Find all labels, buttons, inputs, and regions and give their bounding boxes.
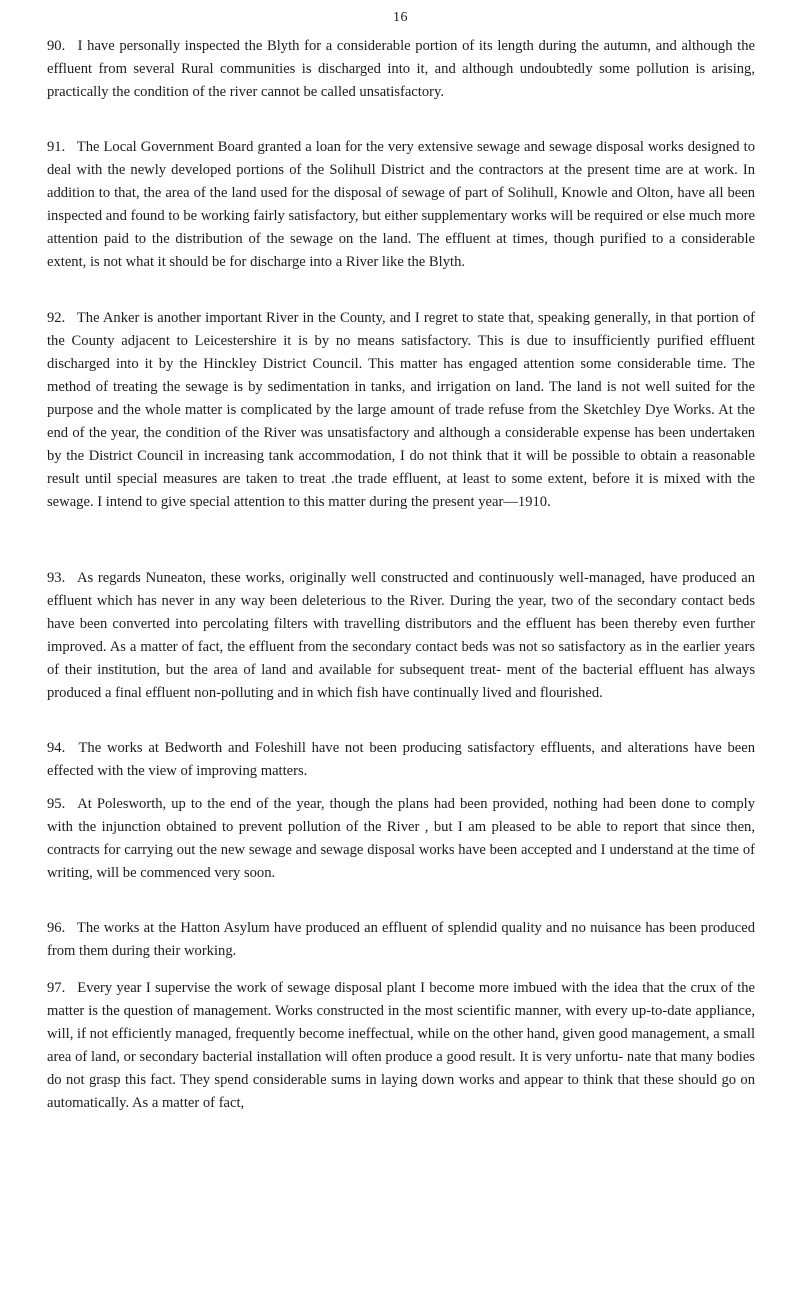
paragraph-number: 97. bbox=[47, 980, 66, 996]
paragraph-number: 90. bbox=[47, 38, 66, 54]
paragraph-number: 92. bbox=[47, 310, 66, 326]
paragraph-92 bbox=[47, 307, 755, 514]
paragraph-text: I have personally inspected the Blyth for a considerable portion of its length during the autumn, and although the effluent from several Rural communities is discharged into it, and although undoubtedly some pollution is arising, practically the condition of the river cannot be called unsatisfactory. bbox=[47, 38, 755, 100]
paragraph-number: 93. bbox=[47, 570, 66, 586]
paragraph-text: Every year I supervise the work of sewage disposal plant I become more imbued with the idea that the crux of the matter is the question of management. Works constructed in the most scientific manner, with every up-to-date appliance, will, if not efficiently managed, frequently become ineffectual, while on the other hand, given good management, a small area of land, or secondary bacterial installation will often produce a good result. It is very unfortu- nate that many bodies do not grasp this fact. They spend considerable sums in laying down works and appear to think that these should go on automatically. As a matter of fact, bbox=[47, 980, 755, 1111]
paragraph-95 bbox=[47, 793, 755, 885]
paragraph-number: 91. bbox=[47, 139, 66, 155]
paragraph-94 bbox=[47, 737, 755, 783]
paragraph-91 bbox=[47, 136, 755, 274]
paragraph-text: At Polesworth, up to the end of the year, though the plans had been provided, nothing had been done to comply with the injunction obtained to prevent pollution of the River , but I am pleased to be able to report that since then, contracts for carrying out the new sewage and sewage disposal works have been accepted and I understand at the time of writing, will be commenced very soon. bbox=[47, 796, 756, 881]
paragraph-96 bbox=[47, 917, 755, 963]
paragraph-text: As regards Nuneaton, these works, originally well constructed and continuously well-managed, have produced an effluent which has never in any way been deleterious to the River. During the year, two of the secondary contact beds have been converted into percolating filters with travelling distributors and the effluent has been thereby even further improved. As a matter of fact, the effluent from the secondary contact beds was not so satisfactory as in the earlier years of their institution, but the area of land and available for subsequent treat- ment of the bacterial effluent has always produced a final effluent non-polluting and in which fish have continually lived and flourished. bbox=[47, 570, 756, 701]
paragraph-text: The works at the Hatton Asylum have produced an effluent of splendid quality and no nuisance has been produced from them during their working. bbox=[47, 920, 755, 959]
paragraph-number: 94. bbox=[47, 740, 66, 756]
paragraph-number: 95. bbox=[47, 796, 66, 812]
page-number: 16 bbox=[393, 10, 408, 25]
paragraph-97 bbox=[47, 977, 755, 1115]
paragraph-number: 96. bbox=[47, 920, 66, 936]
paragraph-text: The works at Bedworth and Foleshill have not been producing satisfactory effluents, and alterations have been effected with the view of improving matters. bbox=[47, 740, 755, 779]
paragraph-93 bbox=[47, 567, 755, 705]
paragraph-90 bbox=[47, 35, 755, 104]
paragraph-text: The Anker is another important River in the County, and I regret to state that, speaking generally, in that portion of the County adjacent to Leicestershire it is by no means satisfactory. This is due to insufficiently purified effluent discharged into it by the Hinckley District Council. This matter has engaged attention some considerable time. The method of treating the sewage is by sedimentation in tanks, and irrigation on land. The land is not well suited for the purpose and the whole matter is complicated by the large amount of trade refuse from the Sketchley Dye Works. At the end of the year, the condition of the River was unsatisfactory and although a considerable expense has been undertaken by the District Council in increasing tank accommodation, I do not think that it will be possible to obtain a reasonable result until special measures are taken to treat .the trade effluent, at least to some extent, before it is mixed with the sewage. I intend to give special attention to this matter during the present year—1910. bbox=[47, 310, 755, 510]
paragraph-text: The Local Government Board granted a loan for the very extensive sewage and sewage disposal works designed to deal with the newly developed portions of the Solihull District and the contractors at the present time are at work. In addition to that, the area of the land used for the disposal of sewage of part of Solihull, Knowle and Olton, have all been inspected and found to be working fairly satisfactory, but either supplementary works will be required or else much more attention paid to the distribution of the sewage on the land. The effluent at times, though purified to a considerable extent, is not what it should be for discharge into a River like the Blyth. bbox=[47, 139, 755, 270]
